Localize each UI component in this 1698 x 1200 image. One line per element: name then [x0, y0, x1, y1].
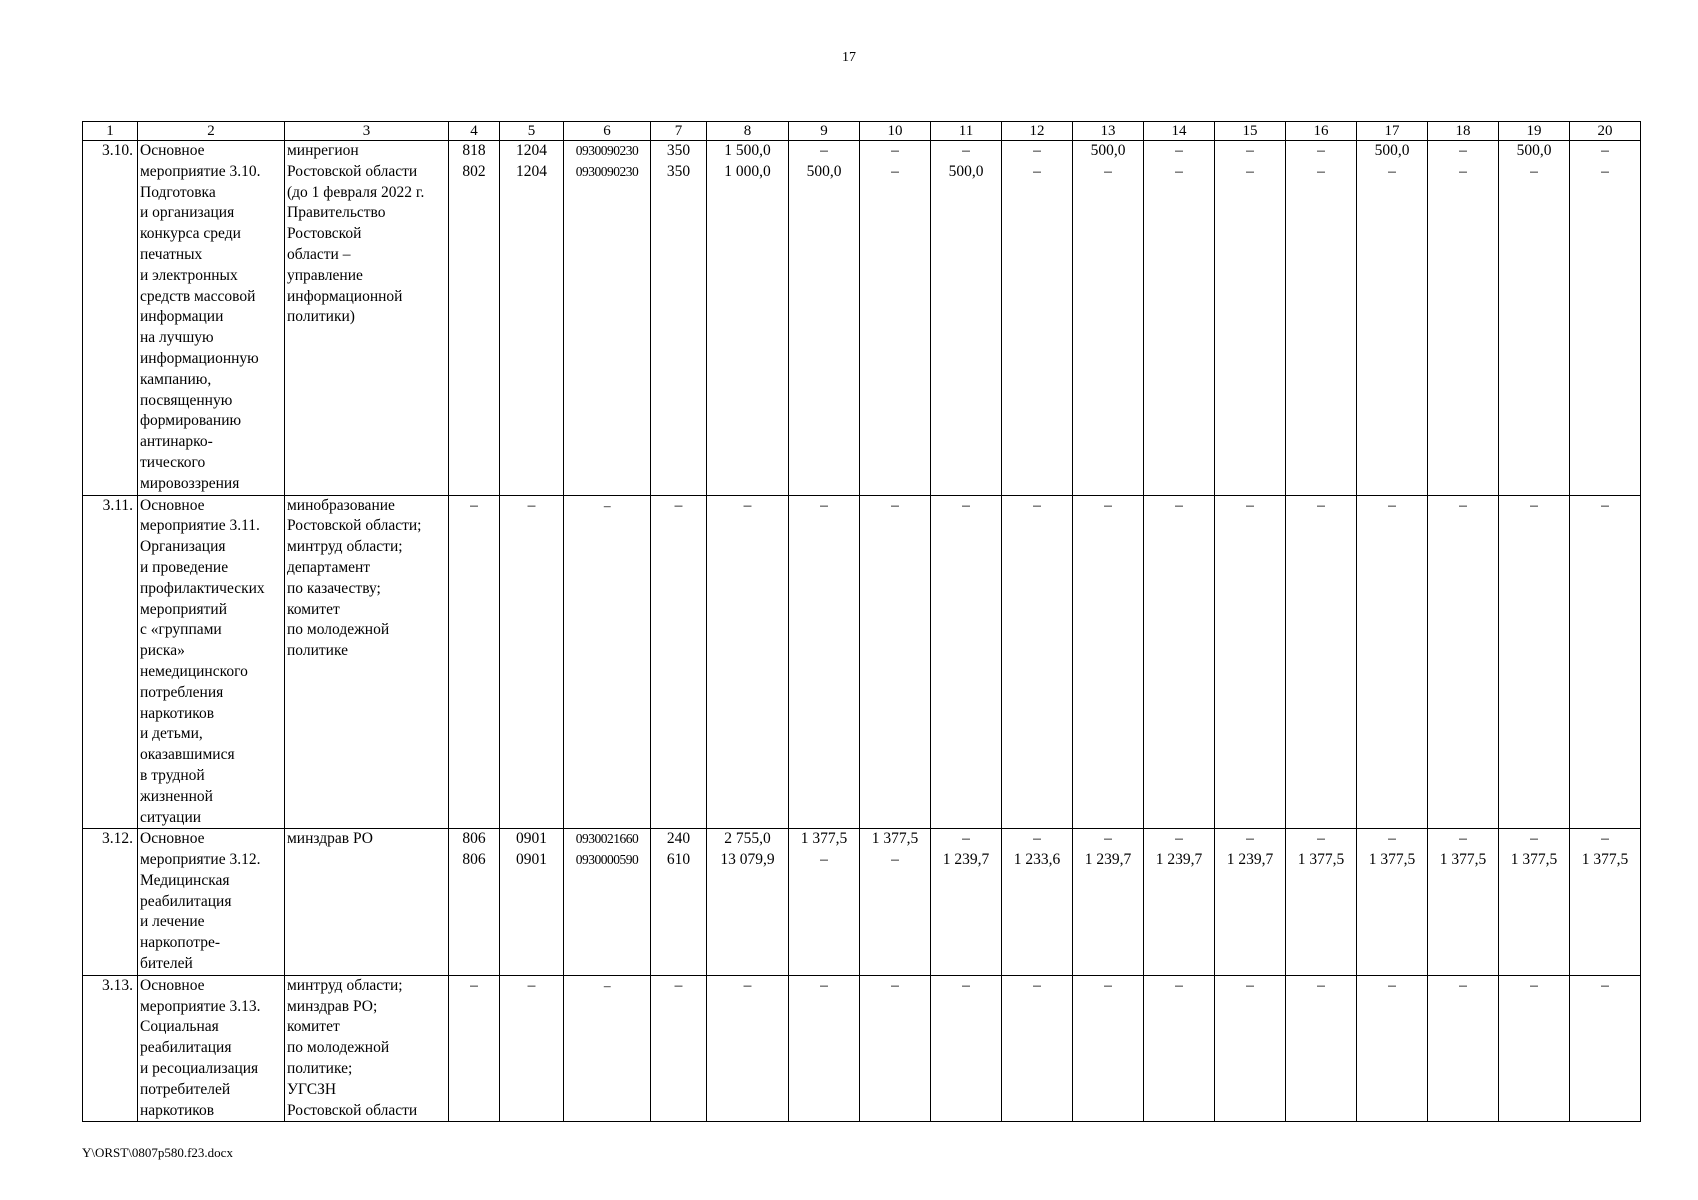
activity-name-line: мировоззрения [140, 474, 240, 492]
value-line: 0901 [516, 851, 547, 869]
activity-name-line: и организация [140, 204, 235, 222]
value-cell [1499, 829, 1570, 976]
value-line: 0930021660 [575, 831, 639, 847]
value-line: – [962, 142, 970, 159]
activity-name-line: Подготовка [140, 183, 216, 201]
value-line: 806 [462, 830, 486, 848]
value-cell [1144, 141, 1215, 496]
value-cell [564, 829, 651, 976]
value-line: – [1246, 976, 1254, 994]
value-cell [1286, 141, 1357, 496]
value-line: – [820, 976, 828, 994]
responsible-executor-line: департамент [287, 558, 371, 576]
value-line: 500,0 [1090, 142, 1126, 159]
value-line: – [527, 496, 536, 514]
responsible-executor-line: комитет [287, 600, 340, 618]
value-line: 1 377,5 [1368, 851, 1416, 869]
activity-name-line: мероприятие 3.10. [140, 162, 261, 180]
value-cell [1002, 495, 1073, 829]
activity-name-line: реабилитация [140, 892, 232, 910]
activity-name-line: Социальная [140, 1018, 219, 1036]
value-line: 1 239,7 [942, 851, 990, 869]
value-line: 0930090230 [575, 163, 639, 179]
value-line: – [1317, 976, 1325, 994]
value-line: 500,0 [1374, 142, 1410, 159]
value-cell [1002, 975, 1073, 1122]
table-row [83, 975, 1641, 1122]
activity-name-line: кампанию, [140, 370, 212, 388]
value-cell [500, 975, 564, 1122]
value-cell [707, 975, 789, 1122]
activity-name-line: информации [140, 308, 224, 326]
value-cell [1144, 975, 1215, 1122]
value-line: – [1459, 976, 1467, 994]
activity-name-line: посвященную [140, 391, 233, 409]
value-line: – [1246, 162, 1254, 180]
value-line: 818 [462, 142, 486, 159]
responsible-executor-line: информационной [287, 287, 403, 305]
value-cell [1357, 975, 1428, 1122]
value-line: – [470, 976, 478, 994]
value-line: – [1601, 142, 1609, 159]
value-line: 1 377,5 [800, 830, 848, 848]
value-cell [1215, 141, 1286, 496]
value-line: – [743, 496, 752, 514]
activity-name-line: Основное [140, 496, 205, 514]
activity-name-line: реабилитация [140, 1039, 232, 1057]
value-line: – [1530, 162, 1538, 180]
activity-name-line: и лечение [140, 913, 205, 931]
responsible-executor-line: управление [287, 266, 363, 284]
value-line: – [1175, 496, 1183, 514]
value-line: – [1388, 830, 1396, 848]
activity-name [138, 829, 285, 976]
table-row [83, 495, 1641, 829]
value-line: – [1175, 976, 1183, 994]
value-line: – [891, 162, 899, 180]
responsible-executor-line: Правительство [287, 204, 386, 222]
value-line: – [1246, 142, 1254, 159]
value-cell [449, 975, 500, 1122]
column-number: 7 [651, 122, 707, 141]
value-cell [1570, 975, 1641, 1122]
value-line: – [962, 830, 970, 848]
value-line: 500,0 [1516, 142, 1552, 159]
value-cell [564, 495, 651, 829]
value-line: 1204 [516, 142, 547, 159]
column-number: 17 [1357, 122, 1428, 141]
value-line: – [1246, 496, 1254, 514]
value-cell [449, 141, 500, 496]
responsible-executor-line: по молодежной [287, 1039, 390, 1057]
value-cell [1286, 495, 1357, 829]
value-line: – [603, 977, 611, 993]
value-line: 1 239,7 [1155, 851, 1203, 869]
value-line: – [1175, 162, 1183, 180]
value-cell [1073, 975, 1144, 1122]
value-cell [1144, 829, 1215, 976]
activity-name-line: в трудной [140, 766, 205, 784]
column-number: 18 [1428, 122, 1499, 141]
value-cell [564, 141, 651, 496]
activity-name-line: с «группами [140, 621, 222, 639]
responsible-executor-line: минобразование [287, 496, 395, 514]
value-cell [500, 141, 564, 496]
value-cell [1428, 141, 1499, 496]
activity-name-line: Основное [140, 142, 205, 159]
activity-name-line: жизненной [140, 787, 213, 805]
value-line: – [1175, 142, 1183, 159]
value-cell [1499, 495, 1570, 829]
value-line: 802 [462, 162, 486, 180]
value-line: – [1104, 496, 1112, 514]
column-number: 14 [1144, 122, 1215, 141]
activity-name-line: печатных [140, 245, 203, 263]
activity-name-line: и детьми, [140, 725, 203, 743]
value-cell [1570, 141, 1641, 496]
responsible-executor-line: минрегион [287, 142, 359, 159]
value-line: 0901 [516, 830, 547, 848]
responsible-executor-line: минздрав РО; [287, 997, 378, 1015]
value-line: – [891, 976, 899, 994]
value-cell [1428, 975, 1499, 1122]
column-number: 5 [500, 122, 564, 141]
value-cell [449, 495, 500, 829]
value-line: – [1246, 830, 1254, 848]
value-line: – [527, 976, 536, 994]
activity-name-line: информационную [140, 349, 259, 367]
value-line: – [1530, 496, 1538, 514]
value-line: 806 [462, 851, 486, 869]
activity-name-line: потребителей [140, 1080, 231, 1098]
value-line: – [820, 851, 828, 869]
value-cell [1499, 975, 1570, 1122]
value-line: – [1601, 162, 1609, 180]
activity-name-line: мероприятие 3.11. [140, 517, 260, 535]
value-cell [1428, 495, 1499, 829]
value-line: – [743, 976, 752, 994]
column-number: 12 [1002, 122, 1073, 141]
value-line: – [1317, 162, 1325, 180]
value-cell [707, 141, 789, 496]
value-line: – [1530, 976, 1538, 994]
value-cell [1073, 141, 1144, 496]
value-line: – [1459, 830, 1467, 848]
responsible-executor [285, 495, 449, 829]
table-row [83, 829, 1641, 976]
value-line: – [1033, 976, 1041, 994]
value-cell [500, 829, 564, 976]
value-line: – [1175, 830, 1183, 848]
column-number: 1 [83, 122, 138, 141]
value-cell [1357, 829, 1428, 976]
value-line: – [1104, 162, 1112, 180]
value-cell [1144, 495, 1215, 829]
value-line: 0930000590 [575, 852, 639, 868]
activity-name-line: и электронных [140, 266, 238, 284]
value-cell [1215, 975, 1286, 1122]
value-cell [1215, 495, 1286, 829]
value-line: 240 [666, 830, 691, 848]
value-line: – [1317, 830, 1325, 848]
column-number: 10 [860, 122, 931, 141]
activity-name-line: Медицинская [140, 871, 230, 889]
activity-name-line: мероприятие 3.12. [140, 851, 261, 869]
responsible-executor-line: политике; [287, 1060, 353, 1078]
value-cell [1357, 141, 1428, 496]
value-line: 13 079,9 [720, 851, 775, 869]
activity-name-line: ситуации [140, 808, 202, 826]
activity-name-line: профилактических [140, 579, 265, 597]
activity-name-line: формированию [140, 412, 242, 430]
activity-name-line: антинарко- [140, 433, 213, 451]
column-number: 15 [1215, 122, 1286, 141]
column-number: 8 [707, 122, 789, 141]
activity-name-line: Основное [140, 976, 205, 994]
responsible-executor-line: Ростовской [287, 225, 362, 243]
value-line: 1 239,7 [1084, 851, 1132, 869]
value-line: – [1459, 496, 1467, 514]
activity-name-line: и проведение [140, 558, 229, 576]
value-line: – [1459, 142, 1467, 159]
table-row [83, 141, 1641, 496]
value-line: – [1530, 830, 1538, 848]
column-number-row [83, 122, 1641, 141]
activity-name-line: Основное [140, 830, 205, 848]
value-cell [1570, 829, 1641, 976]
value-cell [1286, 975, 1357, 1122]
activity-name-line: тического [140, 453, 206, 471]
value-cell [789, 829, 860, 976]
value-line: – [1317, 496, 1325, 514]
value-cell [860, 495, 931, 829]
value-cell [1073, 829, 1144, 976]
value-line: 1 377,5 [1297, 851, 1345, 869]
value-line: – [674, 976, 683, 994]
column-number: 3 [285, 122, 449, 141]
activity-name-line: и ресоциализация [140, 1060, 259, 1078]
value-line: 1 000,0 [724, 162, 771, 180]
activity-name-line: средств массовой [140, 287, 256, 305]
value-line: 1 377,5 [1510, 851, 1558, 869]
responsible-executor-line: комитет [287, 1018, 340, 1036]
value-line: – [1104, 976, 1112, 994]
activity-name [138, 975, 285, 1122]
value-line: 1 233,6 [1013, 851, 1061, 869]
program-activities-table [82, 121, 1641, 1122]
activity-name-line: немедицинского [140, 662, 248, 680]
value-cell [1357, 495, 1428, 829]
responsible-executor [285, 975, 449, 1122]
value-line: – [1033, 496, 1041, 514]
value-line: – [1601, 496, 1609, 514]
activity-name-line: оказавшимися [140, 746, 235, 764]
responsible-executor-line: по казачеству; [287, 579, 381, 597]
value-cell [651, 495, 707, 829]
value-cell [449, 829, 500, 976]
responsible-executor-line: Ростовской области [287, 1101, 418, 1119]
responsible-executor-line: по молодежной [287, 621, 390, 639]
value-cell [651, 829, 707, 976]
row-number: 3.12. [83, 829, 138, 976]
value-cell [931, 975, 1002, 1122]
value-cell [1570, 495, 1641, 829]
value-line: – [1601, 830, 1609, 848]
value-line: – [1388, 976, 1396, 994]
value-cell [564, 975, 651, 1122]
value-cell [1002, 829, 1073, 976]
value-cell [707, 495, 789, 829]
value-line: 1 377,5 [1581, 851, 1629, 869]
value-line: – [962, 496, 970, 514]
column-number: 6 [564, 122, 651, 141]
activity-name-line: потребления [140, 683, 224, 701]
value-cell [500, 495, 564, 829]
value-cell [931, 495, 1002, 829]
activity-name-line: конкурса среди [140, 225, 241, 243]
value-line: – [1033, 830, 1041, 848]
activity-name-line: бителей [140, 955, 193, 973]
value-line: 610 [666, 851, 691, 869]
activity-name-line: на лучшую [140, 329, 214, 347]
value-cell [1073, 495, 1144, 829]
value-cell [789, 141, 860, 496]
value-line: – [820, 142, 828, 159]
activity-name-line: наркопотре- [140, 934, 221, 952]
row-number: 3.13. [83, 975, 138, 1122]
activity-name [138, 495, 285, 829]
value-line: – [1317, 142, 1325, 159]
value-cell [789, 495, 860, 829]
value-line: 350 [666, 142, 691, 159]
value-cell [1215, 829, 1286, 976]
value-line: 1 500,0 [724, 142, 771, 159]
value-cell [860, 975, 931, 1122]
responsible-executor-line: области – [287, 245, 351, 263]
responsible-executor-line: (до 1 февраля 2022 г. [287, 183, 425, 201]
responsible-executor-line: Ростовской области [287, 162, 418, 180]
value-line: – [1104, 830, 1112, 848]
responsible-executor [285, 141, 449, 496]
column-number: 20 [1570, 122, 1641, 141]
value-line: – [1459, 162, 1467, 180]
value-cell [707, 829, 789, 976]
value-cell [931, 829, 1002, 976]
value-line: – [1601, 976, 1609, 994]
responsible-executor-line: минтруд области; [287, 538, 403, 556]
value-cell [1428, 829, 1499, 976]
responsible-executor-line: УГСЗН [287, 1080, 337, 1098]
responsible-executor-line: минздрав РО [287, 830, 373, 848]
value-cell [1002, 141, 1073, 496]
activity-name [138, 141, 285, 496]
column-number: 13 [1073, 122, 1144, 141]
value-cell [651, 141, 707, 496]
responsible-executor-line: минтруд области; [287, 976, 403, 994]
value-cell [651, 975, 707, 1122]
responsible-executor-line: политики) [287, 308, 355, 326]
value-line: – [674, 496, 683, 514]
value-cell [860, 141, 931, 496]
value-line: – [891, 496, 899, 514]
value-line: 0930090230 [575, 143, 639, 158]
responsible-executor [285, 829, 449, 976]
activity-name-line: мероприятий [140, 600, 228, 618]
value-cell [789, 975, 860, 1122]
value-line: 350 [666, 162, 691, 180]
row-number: 3.11. [83, 495, 138, 829]
page-number: 17 [842, 50, 856, 65]
activity-name-line: мероприятие 3.13. [140, 997, 261, 1015]
value-line: 2 755,0 [724, 830, 771, 848]
column-number: 16 [1286, 122, 1357, 141]
row-number: 3.10. [83, 141, 138, 496]
value-line: – [1388, 496, 1396, 514]
column-number: 2 [138, 122, 285, 141]
value-line: – [891, 851, 899, 869]
responsible-executor-line: Ростовской области; [287, 517, 422, 535]
activity-name-line: наркотиков [140, 1101, 215, 1119]
value-line: 1204 [516, 162, 547, 180]
column-number: 9 [789, 122, 860, 141]
value-line: – [470, 496, 478, 514]
value-line: – [891, 142, 899, 159]
column-number: 11 [931, 122, 1002, 141]
value-line: 500,0 [806, 162, 842, 180]
value-line: – [820, 496, 828, 514]
value-cell [860, 829, 931, 976]
activity-name-line: наркотиков [140, 704, 215, 722]
value-line: – [1033, 142, 1041, 159]
column-number: 19 [1499, 122, 1570, 141]
value-line: 1 377,5 [1439, 851, 1487, 869]
value-cell [1286, 829, 1357, 976]
activity-name-line: Организация [140, 538, 226, 556]
value-line: 1 377,5 [871, 830, 919, 848]
value-line: 1 239,7 [1226, 851, 1274, 869]
column-number: 4 [449, 122, 500, 141]
responsible-executor-line: политике [287, 642, 348, 660]
value-line: – [962, 976, 970, 994]
file-path-footer: Y\ORST\0807p580.f23.docx [82, 1145, 233, 1160]
value-line: – [1388, 162, 1396, 180]
value-cell [931, 141, 1002, 496]
value-line: – [603, 497, 611, 513]
value-cell [1499, 141, 1570, 496]
value-line: 500,0 [948, 162, 984, 180]
activity-name-line: риска» [140, 642, 185, 660]
value-line: – [1033, 162, 1041, 180]
